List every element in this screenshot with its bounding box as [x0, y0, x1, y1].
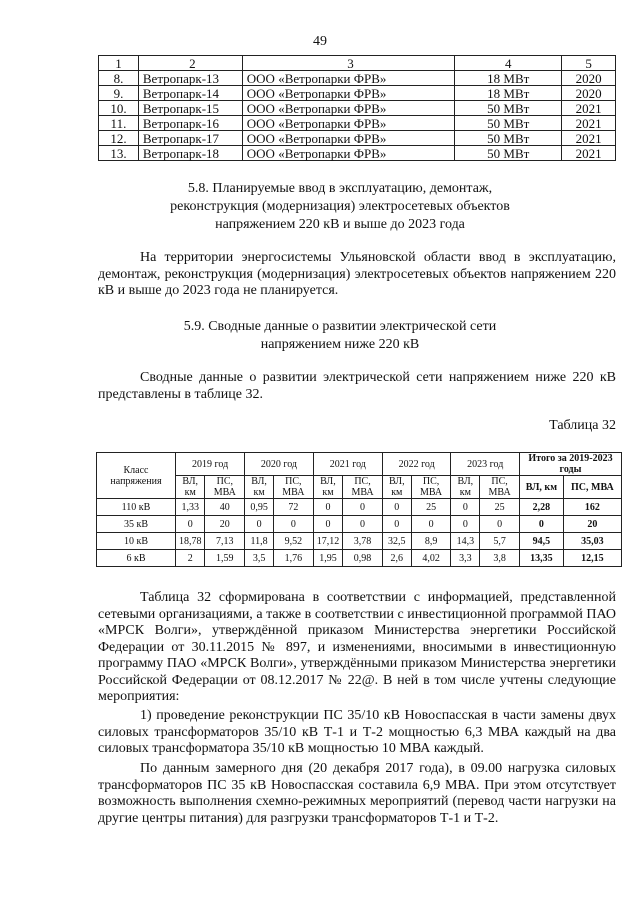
cell-value: 0 — [382, 499, 411, 516]
sub-header-ps: ПС, МВА — [480, 476, 520, 499]
cell-number: 10. — [99, 101, 139, 116]
cell-value: 0,95 — [245, 499, 274, 516]
page-number: 49 — [313, 34, 327, 49]
header-cell: 5 — [562, 56, 616, 71]
header-cell: 4 — [455, 56, 562, 71]
cell-value: 0 — [382, 516, 411, 533]
cell-value: 0 — [451, 516, 480, 533]
cell-number: 11. — [99, 116, 139, 131]
heading-line: 5.9. Сводные данные о развитии электрической сети — [183, 319, 497, 334]
cell-value: 0 — [343, 516, 383, 533]
cell-value: 3,3 — [451, 550, 480, 567]
summary-table — [96, 452, 622, 567]
cell-value: 3,5 — [245, 550, 274, 567]
cell-value: 8,9 — [411, 533, 451, 550]
cell-total: 13,35 — [519, 550, 563, 567]
table-caption: Таблица 32 — [549, 418, 616, 433]
sub-header-vl: ВЛ, км — [313, 476, 342, 499]
table-row — [99, 116, 616, 131]
cell-class: 35 кВ — [97, 516, 176, 533]
table-row — [97, 499, 622, 516]
sub-header-ps: ПС, МВА — [563, 476, 621, 499]
cell-power: 50 МВт — [455, 101, 562, 116]
cell-name: Ветропарк-17 — [138, 131, 242, 146]
cell-value: 11,8 — [245, 533, 274, 550]
cell-year: 2021 — [562, 146, 616, 161]
table-subheader-row — [97, 476, 622, 499]
cell-power: 50 МВт — [455, 146, 562, 161]
cell-total: 20 — [563, 516, 621, 533]
sub-header-ps: ПС, МВА — [273, 476, 313, 499]
table-row — [99, 101, 616, 116]
cell-power: 50 МВт — [455, 131, 562, 146]
cell-value: 25 — [411, 499, 451, 516]
cell-year: 2021 — [562, 131, 616, 146]
cell-value: 0 — [343, 499, 383, 516]
cell-value: 0 — [273, 516, 313, 533]
cell-name: Ветропарк-14 — [138, 86, 242, 101]
cell-value: 14,3 — [451, 533, 480, 550]
cell-value: 2,6 — [382, 550, 411, 567]
cell-power: 50 МВт — [455, 116, 562, 131]
header-cell: 1 — [99, 56, 139, 71]
table-row — [99, 86, 616, 101]
cell-owner: ООО «Ветропарки ФРВ» — [242, 86, 454, 101]
table-row — [97, 516, 622, 533]
table-row — [99, 131, 616, 146]
cell-owner: ООО «Ветропарки ФРВ» — [242, 101, 454, 116]
cell-value: 7,13 — [205, 533, 245, 550]
cell-name: Ветропарк-15 — [138, 101, 242, 116]
cell-owner: ООО «Ветропарки ФРВ» — [242, 131, 454, 146]
cell-number: 9. — [99, 86, 139, 101]
cell-value: 1,59 — [205, 550, 245, 567]
cell-year: 2020 — [562, 71, 616, 86]
sub-header-vl: ВЛ, км — [176, 476, 205, 499]
cell-name: Ветропарк-16 — [138, 116, 242, 131]
cell-total: 2,28 — [519, 499, 563, 516]
cell-value: 0 — [176, 516, 205, 533]
cell-owner: ООО «Ветропарки ФРВ» — [242, 146, 454, 161]
cell-total: 12,15 — [563, 550, 621, 567]
heading-line: напряжением ниже 220 кВ — [260, 337, 420, 352]
heading-line: 5.8. Планируемые ввод в эксплуатацию, демонтаж, — [187, 181, 493, 196]
closing-paragraph-2: 1) проведение реконструкции ПС 35/10 кВ Новоспасская в части замены двух силовых трансформаторов 35/10 кВ Т-1 и Т-2 мощностью 6,3 МВА каждый на два силовых трансформатора 35/10 кВ мощностью 10 МВА каждый. — [98, 708, 616, 756]
cell-value: 0 — [411, 516, 451, 533]
cell-value: 0,98 — [343, 550, 383, 567]
cell-total: 0 — [519, 516, 563, 533]
cell-value: 3,78 — [343, 533, 383, 550]
cell-total: 35,03 — [563, 533, 621, 550]
header-cell: 2 — [138, 56, 242, 71]
sub-header-vl: ВЛ, км — [245, 476, 274, 499]
cell-class: 10 кВ — [97, 533, 176, 550]
table-header-row — [99, 56, 616, 71]
cell-value: 2 — [176, 550, 205, 567]
sub-header-ps: ПС, МВА — [205, 476, 245, 499]
cell-value: 4,02 — [411, 550, 451, 567]
cell-value: 0 — [313, 499, 342, 516]
sub-header-vl: ВЛ, км — [382, 476, 411, 499]
cell-value: 5,7 — [480, 533, 520, 550]
cell-value: 1,33 — [176, 499, 205, 516]
sub-header-ps: ПС, МВА — [343, 476, 383, 499]
cell-value: 0 — [480, 516, 520, 533]
cell-owner: ООО «Ветропарки ФРВ» — [242, 71, 454, 86]
table-row — [97, 550, 622, 567]
closing-paragraph-1: Таблица 32 сформирована в соответствии с информацией, представленной сетевыми организациями, а также в соответствии с инвестиционной программой ПАО «МРСК Волги», утверждённой приказом Министерства энергетики Российской Федерации от 30.11.2015 № 897, и изменениями, вносимыми в инвестиционную программу ПАО «МРСК Волги», утверждёнными приказом Министерства энергетики Российской Федерации от 08.12.2017 № 22@. В ней в том числе учтены следующие мероприятия: — [98, 590, 616, 704]
table-header-row — [97, 453, 622, 476]
table-row — [99, 146, 616, 161]
cell-class: 6 кВ — [97, 550, 176, 567]
cell-power: 18 МВт — [455, 71, 562, 86]
cell-owner: ООО «Ветропарки ФРВ» — [242, 116, 454, 131]
cell-year: 2021 — [562, 101, 616, 116]
wind-parks-table — [98, 55, 616, 161]
cell-number: 8. — [99, 71, 139, 86]
section-5-8-paragraph: На территории энергосистемы Ульяновской области ввод в эксплуатацию, демонтаж, реконструкция (модернизация) электросетевых объектов напряжением 220 кВ и выше до 2023 года не планируется. — [98, 250, 616, 298]
cell-name: Ветропарк-18 — [138, 146, 242, 161]
cell-value: 3,8 — [480, 550, 520, 567]
section-5-9-heading — [150, 318, 530, 354]
heading-line: реконструкция (модернизация) электросетевых объектов — [170, 199, 510, 214]
cell-value: 0 — [245, 516, 274, 533]
cell-name: Ветропарк-13 — [138, 71, 242, 86]
cell-value: 20 — [205, 516, 245, 533]
cell-value: 9,52 — [273, 533, 313, 550]
class-header: Класс напряжения — [97, 453, 176, 499]
cell-value: 32,5 — [382, 533, 411, 550]
cell-class: 110 кВ — [97, 499, 176, 516]
cell-number: 13. — [99, 146, 139, 161]
heading-line: напряжением 220 кВ и выше до 2023 года — [215, 217, 465, 232]
cell-value: 25 — [480, 499, 520, 516]
sub-header-ps: ПС, МВА — [411, 476, 451, 499]
cell-power: 18 МВт — [455, 86, 562, 101]
sub-header-vl: ВЛ, км — [519, 476, 563, 499]
year-header: 2020 год — [245, 453, 314, 476]
cell-value: 17,12 — [313, 533, 342, 550]
cell-value: 40 — [205, 499, 245, 516]
cell-value: 1,95 — [313, 550, 342, 567]
section-5-8-heading — [150, 180, 530, 234]
sub-header-vl: ВЛ, км — [451, 476, 480, 499]
cell-total: 94,5 — [519, 533, 563, 550]
cell-year: 2020 — [562, 86, 616, 101]
cell-total: 162 — [563, 499, 621, 516]
total-header: Итого за 2019-2023 годы — [519, 453, 621, 476]
cell-year: 2021 — [562, 116, 616, 131]
header-cell: 3 — [242, 56, 454, 71]
cell-value: 0 — [451, 499, 480, 516]
cell-value: 72 — [273, 499, 313, 516]
cell-value: 18,78 — [176, 533, 205, 550]
year-header: 2019 год — [176, 453, 245, 476]
year-header: 2023 год — [451, 453, 520, 476]
cell-value: 1,76 — [273, 550, 313, 567]
year-header: 2022 год — [382, 453, 451, 476]
year-header: 2021 год — [313, 453, 382, 476]
table-row — [99, 71, 616, 86]
cell-number: 12. — [99, 131, 139, 146]
cell-value: 0 — [313, 516, 342, 533]
section-5-9-paragraph: Сводные данные о развитии электрической сети напряжением ниже 220 кВ представлены в таблице 32. — [98, 370, 616, 402]
table-row — [97, 533, 622, 550]
closing-paragraph-3: По данным замерного дня (20 декабря 2017 года), в 09.00 нагрузка силовых трансформаторов ПС 35 кВ Новоспасская составила 6,9 МВА. При этом отсутствует возможность выполнения схемно-режимных мероприятий (перевод части нагрузки на другие центры питания) для разгрузки трансформаторов Т-1 и Т-2. — [98, 761, 616, 826]
